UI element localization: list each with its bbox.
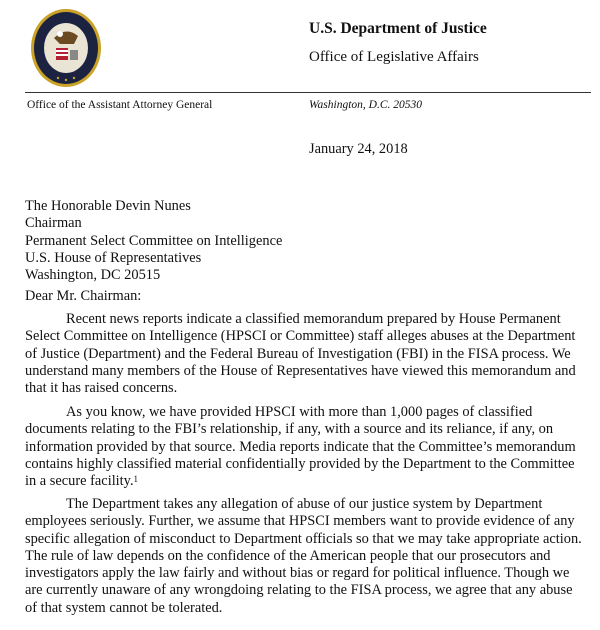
text-line: As you know, we have provided HPSCI with more than 1,000 pages of classified bbox=[66, 404, 533, 420]
paragraph-3 bbox=[25, 496, 582, 617]
footnote-mark: 1 bbox=[133, 474, 139, 485]
text-line: Recent news reports indicate a classified memorandum prepared by House Permanent bbox=[66, 311, 561, 327]
text-line: contains highly classified material confidentially provided by the Department to the Committee bbox=[25, 455, 575, 472]
text-line bbox=[25, 473, 576, 490]
address-line: U.S. House of Representatives bbox=[25, 249, 202, 266]
office-name: Office of Legislative Affairs bbox=[309, 49, 479, 65]
text-line: The rule of law depends on the confidence of the American people that our prosecutors and bbox=[25, 547, 551, 564]
text-line: information provided by that source. Media reports indicate that the Committee’s memorandum bbox=[25, 438, 576, 455]
text-line: are currently unaware of any wrongdoing relating to the FISA process, we agree that any abuse bbox=[25, 582, 573, 599]
address-line: Washington, DC 20515 bbox=[25, 267, 161, 284]
paragraph-1 bbox=[25, 311, 576, 397]
text-line: understand many members of the House of Representatives have viewed this memorandum and bbox=[25, 362, 576, 379]
sub-office: Office of the Assistant Attorney General bbox=[27, 99, 213, 111]
text-line: investigators apply the law fairly and without bias or regard for political influence. Though we bbox=[25, 565, 570, 582]
text-line: of that system cannot be tolerated. bbox=[25, 599, 223, 616]
text-line: that it has raised concerns. bbox=[25, 380, 178, 397]
text-line: of Justice (Department) and the Federal Bureau of Investigation (FBI) in the FISA process. We bbox=[25, 345, 571, 362]
address-line: Permanent Select Committee on Intelligence bbox=[25, 232, 283, 249]
text-line: Select Committee on Intelligence (HPSCI or Committee) staff alleges abuses at the Department bbox=[25, 328, 576, 345]
text-line-content: in a secure facility. bbox=[25, 473, 134, 490]
text-line: documents relating to the FBI’s relationship, if any, with a source and its reliance, if any, on bbox=[25, 421, 554, 438]
text-line: The Department takes any allegation of abuse of our justice system by Department bbox=[66, 496, 543, 512]
text-line: specific allegation of misconduct to Department officials so that we may take appropriate action. bbox=[25, 530, 582, 547]
address-line: Chairman bbox=[25, 215, 82, 232]
recipient-address bbox=[25, 198, 282, 284]
letter-date: January 24, 2018 bbox=[309, 141, 408, 157]
text-line: employees seriously. Further, we assume that HPSCI members want to provide evidence of any bbox=[25, 513, 575, 530]
paragraph-2 bbox=[25, 404, 576, 490]
location: Washington, D.C. 20530 bbox=[309, 99, 422, 111]
address-line: The Honorable Devin Nunes bbox=[25, 198, 191, 214]
department-name: U.S. Department of Justice bbox=[309, 20, 487, 37]
doj-seal-logo bbox=[30, 8, 102, 88]
letterhead-divider bbox=[25, 92, 591, 93]
salutation: Dear Mr. Chairman: bbox=[25, 288, 142, 304]
